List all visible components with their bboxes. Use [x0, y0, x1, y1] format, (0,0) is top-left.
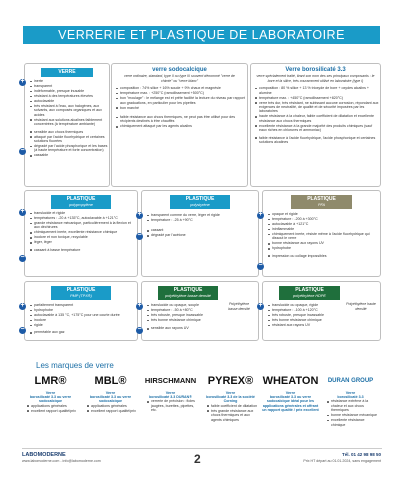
pfa-card: [262, 190, 381, 277]
borosilicate-heading: Verre borosilicaté 3.3: [285, 67, 346, 73]
brand-description: borosilicaté 3.3 DURAN®: [149, 395, 192, 399]
list-item: translucide et rigide: [34, 211, 137, 215]
list-item: dégradé par l'acétone: [151, 233, 258, 237]
list-item: verre très dur, très résistant, ne subissant aucune corrosion, répondant aux exigences de neutralité, de qualité et de sécurité imposées par les laboratoires: [259, 100, 379, 114]
polypropylene-card: [24, 190, 138, 277]
list-item: température max. : +450°C (ramollissement +820°C): [259, 96, 380, 100]
list-item: sensible aux rayons UV: [151, 326, 258, 330]
verre-card: [24, 63, 110, 187]
list-item: résistance extrême à la chaleur et aux chocs thermiques: [331, 399, 379, 412]
pehd-advantages: [266, 303, 350, 327]
list-item: léger, léger: [34, 240, 137, 244]
list-item: température : -100 à +120°C: [272, 308, 350, 312]
list-item: excellente résistance chimique: [331, 418, 379, 427]
list-item: très robuste, presque incassable: [272, 313, 350, 317]
plus-icon: +: [258, 302, 263, 309]
polypropylene-drawbacks: [28, 248, 137, 252]
borosilicate-intro: verre spécialement traité, tirant son nom des ses principaux composants : le bore et la silice, très couramment utilisé en laboratoire (type I): [256, 74, 375, 83]
pebd-tag: PLASTIQUE polyéthylène basse densité: [158, 286, 218, 300]
list-item: cassant: [151, 228, 258, 232]
brand-type: Verre: [285, 391, 296, 395]
list-item: résistant aux rayons UV: [272, 323, 350, 327]
minus-icon: −: [20, 147, 25, 154]
page-title: VERRERIE ET PLASTIQUE DE LABORATOIRE: [23, 26, 380, 44]
minus-icon: −: [137, 232, 142, 239]
minus-icon: −: [20, 326, 25, 333]
footer-brand: LABOMODERNE: [22, 452, 66, 458]
minus-icon: −: [20, 254, 25, 261]
list-item: transparent comme du verre, léger et rigide: [151, 213, 258, 217]
polypropylene-tag: PLASTIQUE polypropylène: [51, 195, 111, 209]
sodocalcique-advantages: [114, 86, 247, 110]
page-number: 2: [194, 452, 201, 466]
list-item: attaqué par l'acide fluorhydrique et certaines solutions fluorées: [34, 135, 109, 144]
list-item: cassable: [34, 153, 109, 157]
brand-type: Verre: [105, 391, 116, 395]
brands-row: [22, 374, 382, 434]
brand-column: [142, 374, 199, 413]
list-item: applications générales: [91, 404, 139, 408]
footer-tel: Tél. 01 42 98 98 50: [341, 452, 381, 457]
list-item: composition : 80 % silice + 13 % trioxyde de bore + oxydes alcalins + alumine: [259, 86, 380, 95]
plus-icon: +: [20, 302, 25, 309]
verre-advantages: [28, 79, 109, 127]
borosilicate-card: [250, 63, 381, 187]
brand-logo: HIRSCHMANN: [144, 376, 197, 385]
pmp-card: [24, 281, 138, 341]
polypropylene-advantages: [28, 211, 137, 245]
brand-features: [25, 404, 79, 413]
pfa-advantages: [266, 212, 380, 251]
list-item: autoclavable à 135 °C, +175°C pour une courte durée: [34, 313, 137, 317]
sodocalcique-heading: verre sodocalcique: [152, 67, 207, 73]
list-item: température : -200 à +300°C: [272, 217, 380, 221]
pmp-advantages: [28, 303, 137, 327]
polystyrene-card: [141, 190, 259, 277]
list-item: haute résistance à la chaleur, faible coefficient de dilatation et excellente résistance aux chocs thermiques: [259, 114, 380, 123]
list-item: température max. : +250°C (ramollissement +500°C): [120, 91, 247, 95]
list-item: ininflammable: [272, 227, 380, 231]
list-item: bonne résistance aux rayons UV: [272, 241, 380, 245]
brand-description: borosilicaté 3.3 de la société Corning: [206, 395, 255, 404]
plus-icon: +: [20, 78, 25, 85]
list-item: composition : 74% silice + 16% soude + 9% chaux et magnésie: [120, 86, 247, 90]
list-item: température : -50 à +80°C: [151, 308, 229, 312]
list-item: applications générales: [31, 404, 79, 408]
brand-column: [202, 374, 259, 423]
list-item: impression ou collage impossibles: [272, 254, 380, 258]
list-item: bonne résistance mécanique: [331, 413, 379, 417]
brand-logo: LMR®: [34, 375, 67, 387]
list-item: très bonne résistance chimique: [272, 318, 350, 322]
pebd-drawbacks: [145, 326, 258, 330]
footer-note: Prix HT départ au 01.01.2024, sans engagement: [303, 459, 381, 463]
pebd-advantages: [145, 303, 229, 322]
list-item: bon marché: [120, 106, 247, 110]
list-item: sensible aux chocs thermiques: [34, 130, 109, 134]
footer-web: www.labomoderne.com - info@labomoderne.com: [22, 459, 101, 463]
list-item: faible résistance à l'acide fluorhydrique, l'acide phosphorique et certaines solutions alcalines: [259, 136, 380, 145]
brand-features: [205, 404, 259, 422]
pfa-tag: PLASTIQUE PFA: [291, 195, 352, 209]
borosilicate-advantages: [253, 86, 380, 132]
plus-icon: +: [20, 208, 25, 215]
list-item: très robuste, presque incassable: [151, 313, 229, 317]
list-item: faible coefficient de dilatation: [211, 403, 258, 408]
list-item: inodore: [34, 318, 137, 322]
brand-type: Verre: [45, 391, 56, 395]
brand-description: borosilicaté 3.3 ou verre sodocalcique: [89, 395, 132, 404]
brand-features: [145, 399, 199, 412]
list-item: inodore et non toxique, recyclable: [34, 235, 137, 239]
pfa-drawbacks: [266, 254, 380, 258]
pmp-drawbacks: [28, 330, 137, 334]
brand-type: Verre: [225, 391, 236, 395]
pehd-card: [262, 281, 381, 341]
brand-logo: MBL®: [94, 375, 127, 387]
list-item: excellent rapport qualité/prix: [91, 409, 139, 413]
brands-heading: Les marques de verre: [36, 361, 114, 370]
list-item: bon "moulage" : le mélange est et prête facilité la lecture du niveau par rapport aux graduations, en particulier pour les pipettes: [120, 96, 247, 105]
brand-logo: PYREX®: [207, 375, 254, 387]
list-item: cassant à basse température: [34, 248, 137, 252]
pebd-card: [141, 281, 259, 341]
list-item: faible résistance aux chocs thermiques, ne peut pas être utilisé pour des récipients destinés à être chauffés: [120, 115, 247, 124]
brand-type: Verre: [345, 391, 356, 395]
list-item: parfaitement transparent: [34, 303, 137, 307]
list-item: dégradé par l'acide phosphorique et les bases (à haute température et forte concentration): [34, 144, 108, 153]
pehd-tag: PLASTIQUE polyéthylène HDPE: [279, 286, 340, 300]
list-item: grande résistance mécanique, particulièrement à la flexion et aux déchirures: [34, 221, 137, 230]
polystyrene-advantages: [145, 213, 258, 222]
verre-tag: VERRE: [41, 68, 93, 77]
brand-logo: WHEATON: [262, 375, 319, 387]
list-item: résistant aux solutions alcalines faiblement concentrées (à température ambiante): [34, 118, 109, 127]
polystyrene-drawbacks: [145, 228, 258, 237]
list-item: très grande résistance aux chocs thermiques et aux agents chimiques: [211, 409, 259, 422]
plus-icon: +: [137, 211, 142, 218]
list-item: indéformable, presque inusable: [34, 89, 109, 93]
brand-description: borosilicaté 3.3 ou verre sodocalcique: [29, 395, 72, 404]
borosilicate-drawbacks: [253, 136, 380, 145]
minus-icon: −: [137, 326, 142, 333]
brand-column: [82, 374, 139, 414]
pebd-side-label: Polyéthylène basse densité: [228, 302, 250, 311]
list-item: autoclavable: [34, 99, 109, 103]
list-item: hydrophobe: [272, 246, 380, 250]
list-item: températures : -20 à +135°C, autoclavable à +121°C: [34, 216, 137, 220]
list-item: translucide ou opaque, souple: [151, 303, 229, 307]
list-item: très bonne résistance chimique: [151, 318, 229, 322]
brand-features: [325, 399, 379, 427]
brand-features: [85, 404, 139, 413]
sodocalcique-drawbacks: [114, 115, 247, 129]
list-item: température : -25 à +90°C: [151, 218, 258, 222]
list-item: chimiquement inerte, résiste même à l'acide fluorhydrique qui dissout le verre: [272, 232, 380, 241]
plus-icon: +: [258, 211, 263, 218]
brand-type: Verre: [165, 391, 176, 395]
verre-drawbacks: [28, 130, 109, 158]
list-item: excellente résistance à la grande majorité des produits chimiques (sauf eaux riches en chlorures et ammoniac): [259, 124, 380, 133]
list-item: excellent rapport qualité/prix: [31, 409, 79, 413]
pmp-tag: PLASTIQUE PMP (TPX®): [51, 286, 111, 300]
list-item: opaque et rigide: [272, 212, 380, 216]
polystyrene-tag: PLASTIQUE polystyrène: [170, 195, 230, 209]
list-item: inerte: [34, 79, 109, 83]
minus-icon: −: [258, 262, 263, 269]
plus-icon: +: [137, 302, 142, 309]
list-item: très résistant à l'eau, aux halogènes, aux solvants, aux composés organiques et aux acides: [34, 104, 109, 117]
list-item: transparent: [34, 84, 109, 88]
list-item: rigide: [34, 323, 137, 327]
list-item: chimiquement inerte, excellente résistance chimique: [34, 230, 137, 234]
pehd-side-label: Polyéthylène haute densité: [346, 302, 376, 311]
brand-column: [22, 374, 79, 414]
list-item: verrerie de précision : fioles jaugées, burettes, pipettes, etc.: [151, 399, 199, 412]
brand-column: [322, 374, 379, 428]
brand-description: borosilicaté 3.3 ou verre sodocalcique idéal pour les applications générales et offrant un rapport qualité / prix excellent: [262, 395, 319, 413]
list-item: hydrophobe: [34, 308, 137, 312]
list-item: chimiquement attaqué par les agents alcalins: [120, 124, 247, 128]
list-item: autoclavable à +121°C: [272, 222, 380, 226]
sodocalcique-intro: verre ordinaire, standard, type II ou type III souvent dénommé "verre de chimie" ou "verre blanc": [124, 74, 235, 83]
brand-description: borosilicaté 3.3: [337, 395, 364, 399]
list-item: perméable aux gaz: [34, 330, 137, 334]
sodocalcique-card: [111, 63, 248, 187]
list-item: résistant à des températures élevées: [34, 94, 109, 98]
list-item: translucide ou opaque, rigide: [272, 303, 350, 307]
brand-column: [262, 374, 319, 413]
brand-logo: DURAN GROUP: [327, 378, 374, 384]
